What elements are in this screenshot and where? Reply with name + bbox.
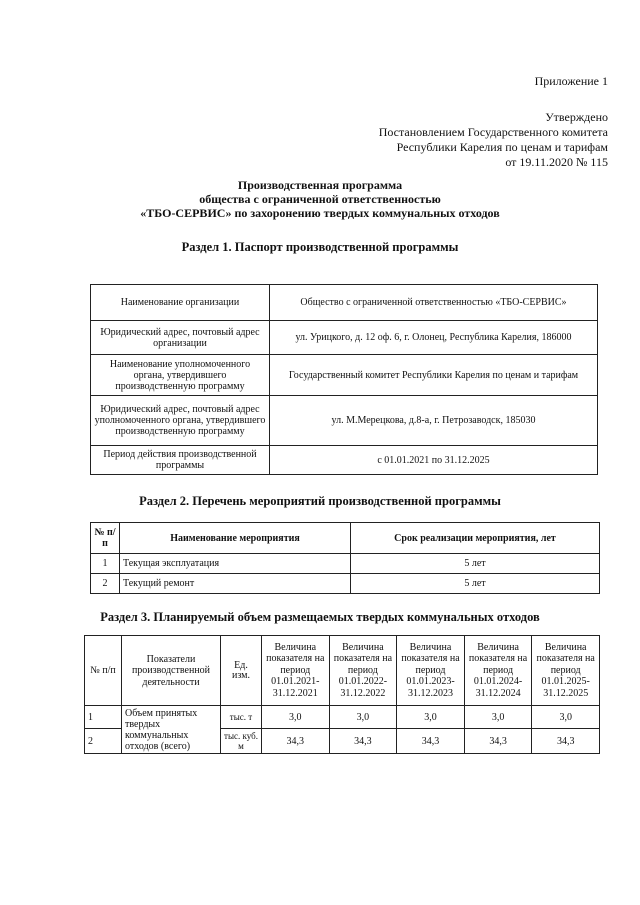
passport-label: Наименование уполномоченного органа, утвердившего производственную программу: [91, 355, 270, 396]
row-num: 2: [91, 574, 120, 594]
title-line: «ТБО-СЕРВИС» по захоронению твердых коммунальных отходов: [140, 206, 500, 220]
indicator-name: Объем принятых твердых коммунальных отходов (всего): [122, 706, 221, 754]
measure-term: 5 лет: [351, 574, 600, 594]
row-num: 1: [85, 706, 122, 729]
value-cell: 3,0: [329, 706, 397, 729]
section2-heading: Раздел 2. Перечень мероприятий производственной программы: [139, 494, 501, 508]
approval-block: [379, 110, 608, 170]
column-header-period: Величина показателя на период 01.01.2025-31.12.2025: [532, 636, 600, 706]
value-cell: 34,3: [464, 729, 532, 754]
title-line: общества с ограниченной ответственностью: [199, 192, 441, 206]
section1-heading: Раздел 1. Паспорт производственной программы: [181, 240, 459, 254]
column-header-unit: Ед. изм.: [221, 636, 262, 706]
table-header-row: [85, 636, 600, 706]
passport-label: Юридический адрес, почтовый адрес уполномоченного органа, утвердившего производственную программу: [91, 396, 270, 446]
value-cell: 3,0: [532, 706, 600, 729]
column-header-period: Величина показателя на период 01.01.2024-31.12.2024: [464, 636, 532, 706]
approval-line: от 19.11.2020 № 115: [505, 155, 608, 169]
title-line: Производственная программа: [237, 178, 403, 192]
measure-name: Текущий ремонт: [120, 574, 351, 594]
passport-value: Общество с ограниченной ответственностью «ТБО-СЕРВИС»: [270, 285, 598, 321]
value-cell: 34,3: [397, 729, 465, 754]
document-title: [0, 178, 640, 220]
table-row: [91, 355, 598, 396]
table-row: [85, 706, 600, 729]
column-header-period: Величина показателя на период 01.01.2021-31.12.2021: [262, 636, 330, 706]
value-cell: 34,3: [329, 729, 397, 754]
passport-table: [90, 284, 598, 475]
unit-cell: тыс. т: [221, 706, 262, 729]
passport-label: Юридический адрес, почтовый адрес организации: [91, 321, 270, 355]
column-header-num: № п/п: [91, 523, 120, 554]
volume-table: [84, 635, 600, 754]
column-header-period: Величина показателя на период 01.01.2023-31.12.2023: [397, 636, 465, 706]
column-header-num: № п/п: [85, 636, 122, 706]
unit-cell: тыс. куб. м: [221, 729, 262, 754]
table-row: [91, 285, 598, 321]
section3-heading: Раздел 3. Планируемый объем размещаемых твердых коммунальных отходов: [100, 610, 540, 624]
column-header-indicator: Показатели производственной деятельности: [122, 636, 221, 706]
table-row: [91, 574, 600, 594]
passport-value: Государственный комитет Республики Карелия по ценам и тарифам: [270, 355, 598, 396]
table-header-row: [91, 523, 600, 554]
table-row: [91, 554, 600, 574]
value-cell: 3,0: [397, 706, 465, 729]
column-header-period: Величина показателя на период 01.01.2022-31.12.2022: [329, 636, 397, 706]
passport-label: Наименование организации: [91, 285, 270, 321]
measure-term: 5 лет: [351, 554, 600, 574]
passport-value: с 01.01.2021 по 31.12.2025: [270, 446, 598, 475]
table-row: [91, 396, 598, 446]
row-num: 1: [91, 554, 120, 574]
passport-label: Период действия производственной программы: [91, 446, 270, 475]
value-cell: 34,3: [532, 729, 600, 754]
measures-table: [90, 522, 600, 594]
approval-line: Республики Карелия по ценам и тарифам: [396, 140, 608, 154]
value-cell: 34,3: [262, 729, 330, 754]
approval-line: Утверждено: [545, 110, 608, 124]
table-row: [91, 321, 598, 355]
appendix-label: Приложение 1: [534, 74, 608, 88]
column-header-name: Наименование мероприятия: [120, 523, 351, 554]
measure-name: Текущая эксплуатация: [120, 554, 351, 574]
table-row: [91, 446, 598, 475]
value-cell: 3,0: [262, 706, 330, 729]
passport-value: ул. Урицкого, д. 12 оф. 6, г. Олонец, Республика Карелия, 186000: [270, 321, 598, 355]
approval-line: Постановлением Государственного комитета: [378, 125, 608, 139]
passport-value: ул. М.Мерецкова, д.8-а, г. Петрозаводск, 185030: [270, 396, 598, 446]
row-num: 2: [85, 729, 122, 754]
value-cell: 3,0: [464, 706, 532, 729]
column-header-term: Срок реализации мероприятия, лет: [351, 523, 600, 554]
